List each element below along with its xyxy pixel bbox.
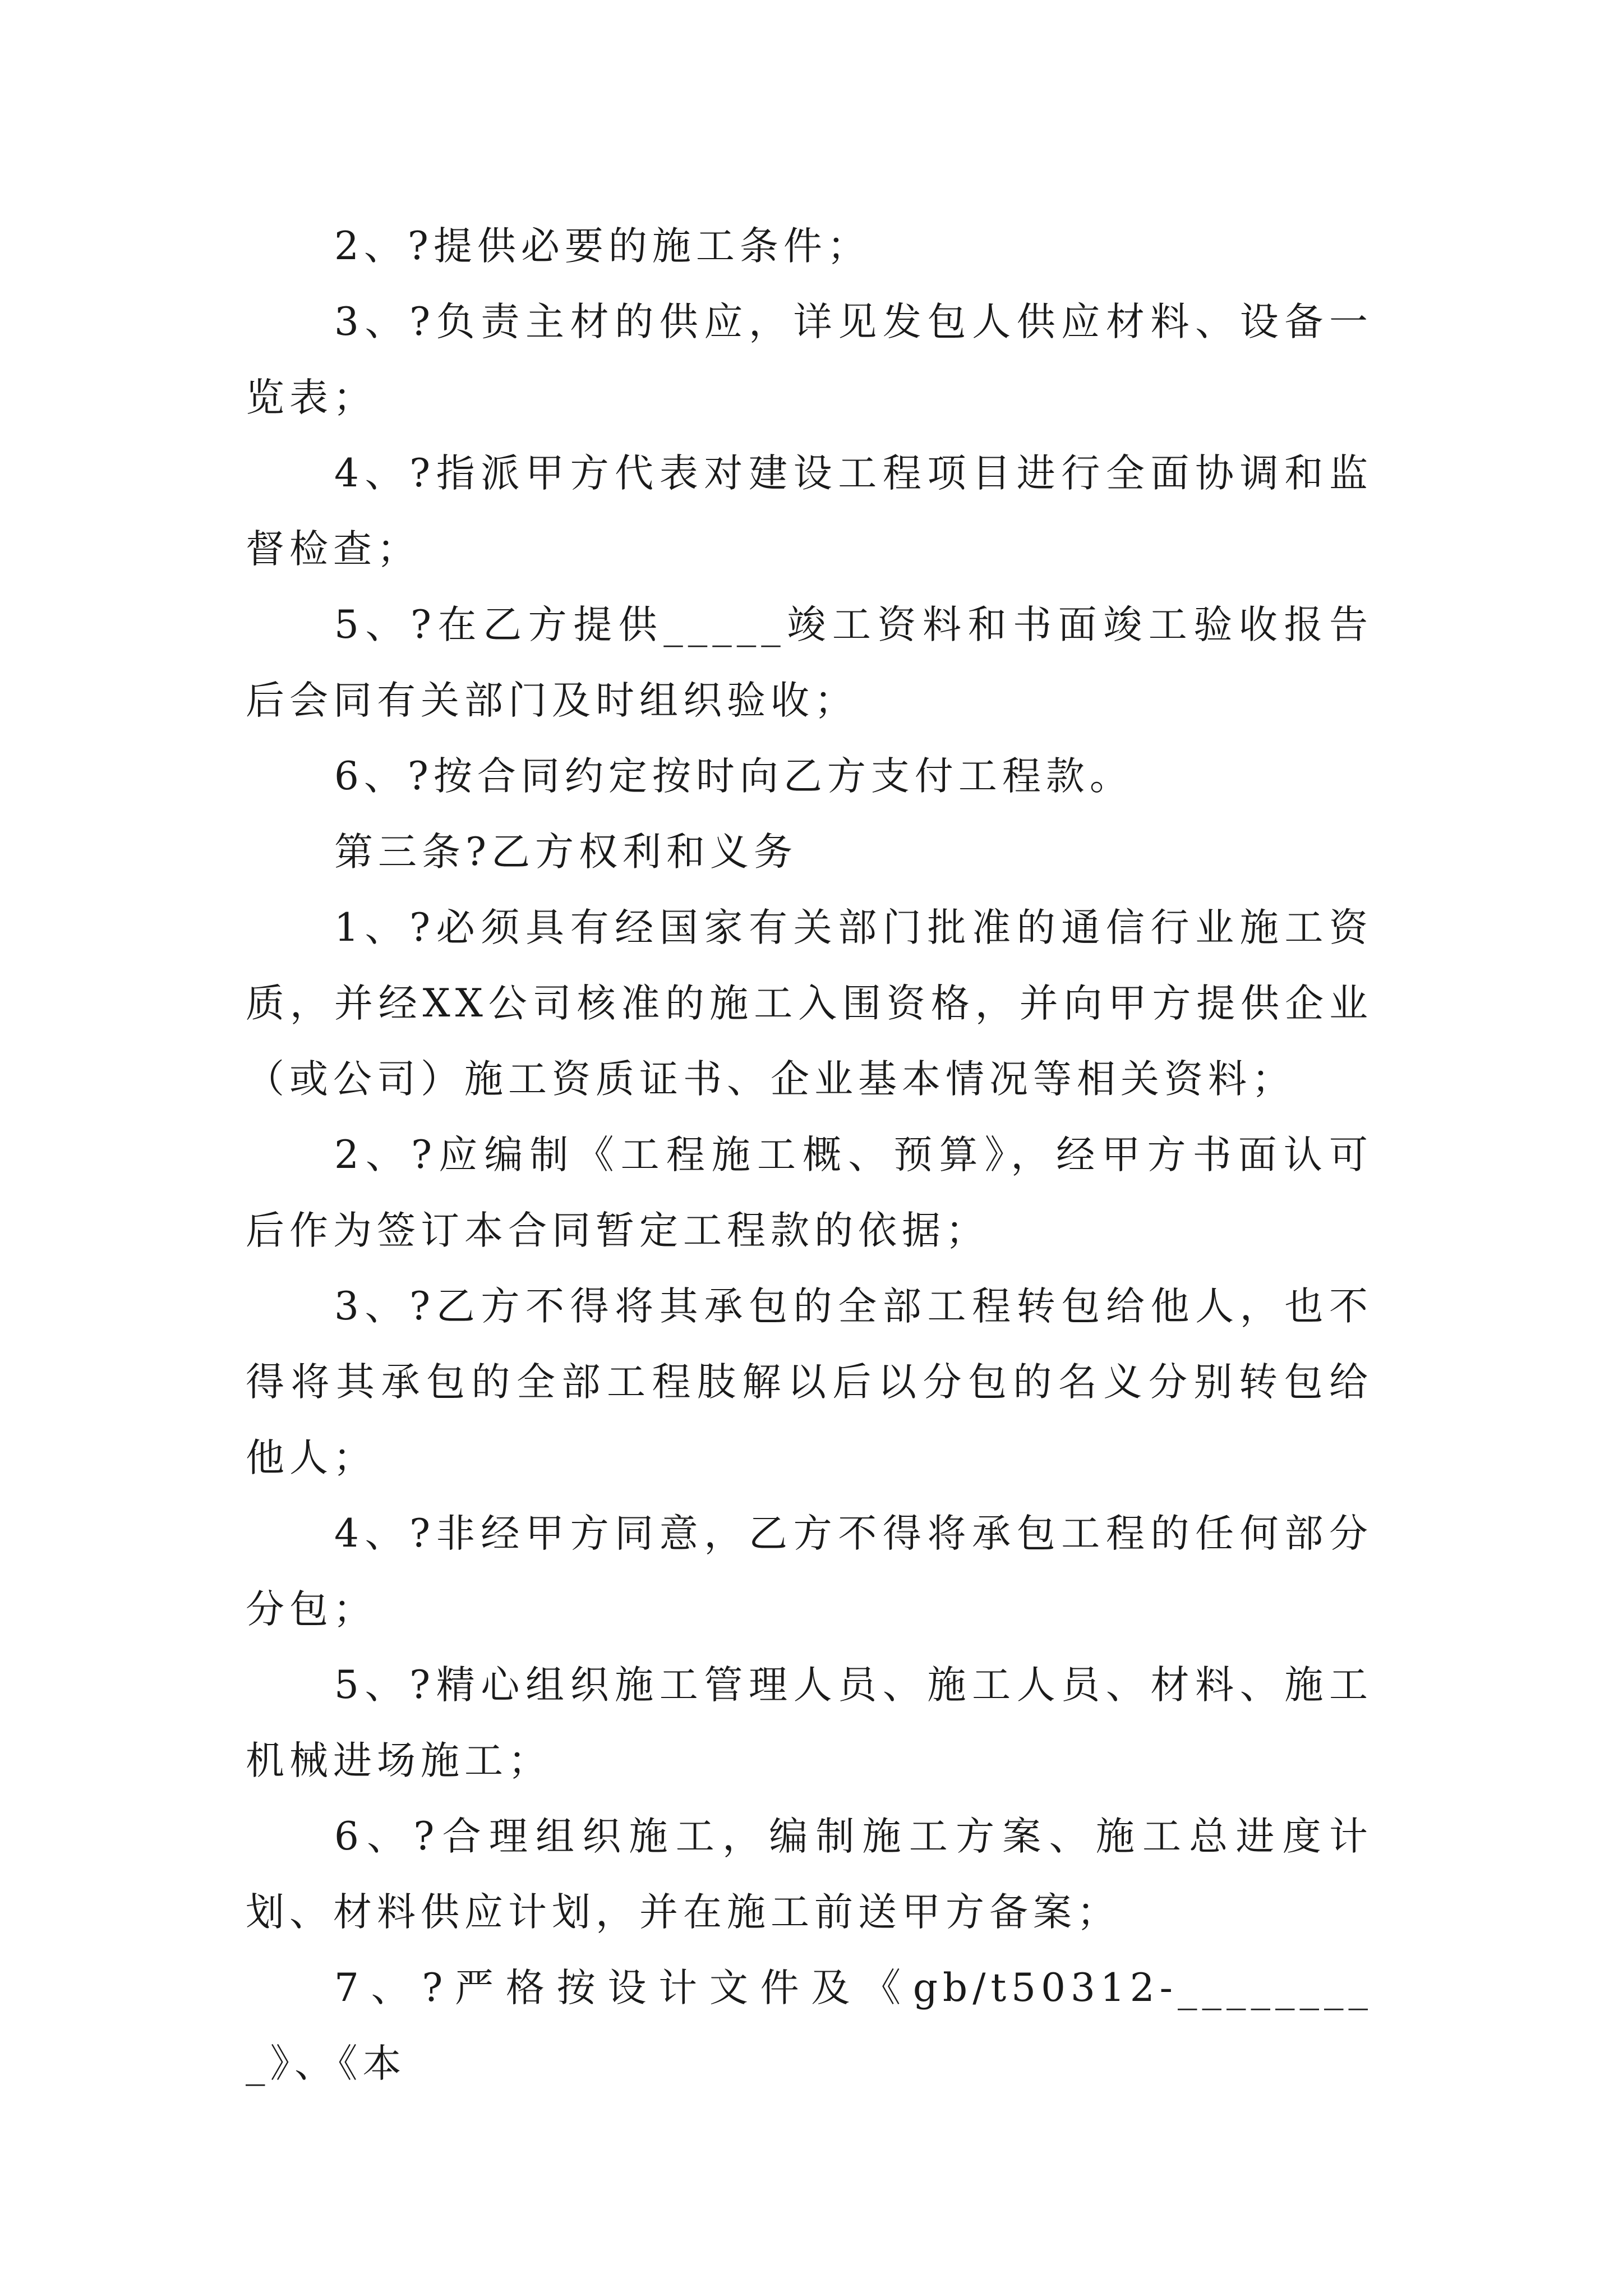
paragraph-item-3: 3、?负责主材的供应，详见发包人供应材料、设备一览表； [246,300,1373,420]
paragraph-item-b5: 5、?精心组织施工管理人员、施工人员、材料、施工机械进场施工； [246,1663,1373,1783]
paragraph-item-5: 5、?在乙方提供_____竣工资料和书面竣工验收报告后会同有关部门及时组织验收； [246,602,1373,723]
paragraph-item-b6: 6、?合理组织施工，编制施工方案、施工总进度计划、材料供应计划，并在施工前送甲方备案； [246,1814,1373,1935]
paragraph-item-b7: 7、?严格按设计文件及《gb/t50312-_________》、《本 [246,1966,1373,2086]
paragraph-item-4: 4、?指派甲方代表对建设工程项目进行全面协调和监督检查； [246,451,1373,572]
paragraph-item-b2: 2、?应编制《工程施工概、预算》，经甲方书面认可后作为签订本合同暂定工程款的依据； [246,1133,1373,1253]
paragraph-item-b3: 3、?乙方不得将其承包的全部工程转包给他人，也不得将其承包的全部工程肢解以后以分包的名义分别转包给他人； [246,1284,1373,1480]
document-body [246,209,1373,2102]
paragraph-item-b1: 1、?必须具有经国家有关部门批准的通信行业施工资质，并经XX公司核准的施工入围资格，并向甲方提供企业（或公司）施工资质证书、企业基本情况等相关资料； [246,905,1373,1102]
paragraph-item-b4: 4、?非经甲方同意，乙方不得将承包工程的任何部分分包； [246,1511,1373,1632]
paragraph-item-2: 2、?提供必要的施工条件； [334,224,871,269]
section-heading-article-3: 第三条?乙方权利和义务 [334,830,797,875]
paragraph-item-6: 6、?按合同约定按时向乙方支付工程款。 [334,754,1133,799]
